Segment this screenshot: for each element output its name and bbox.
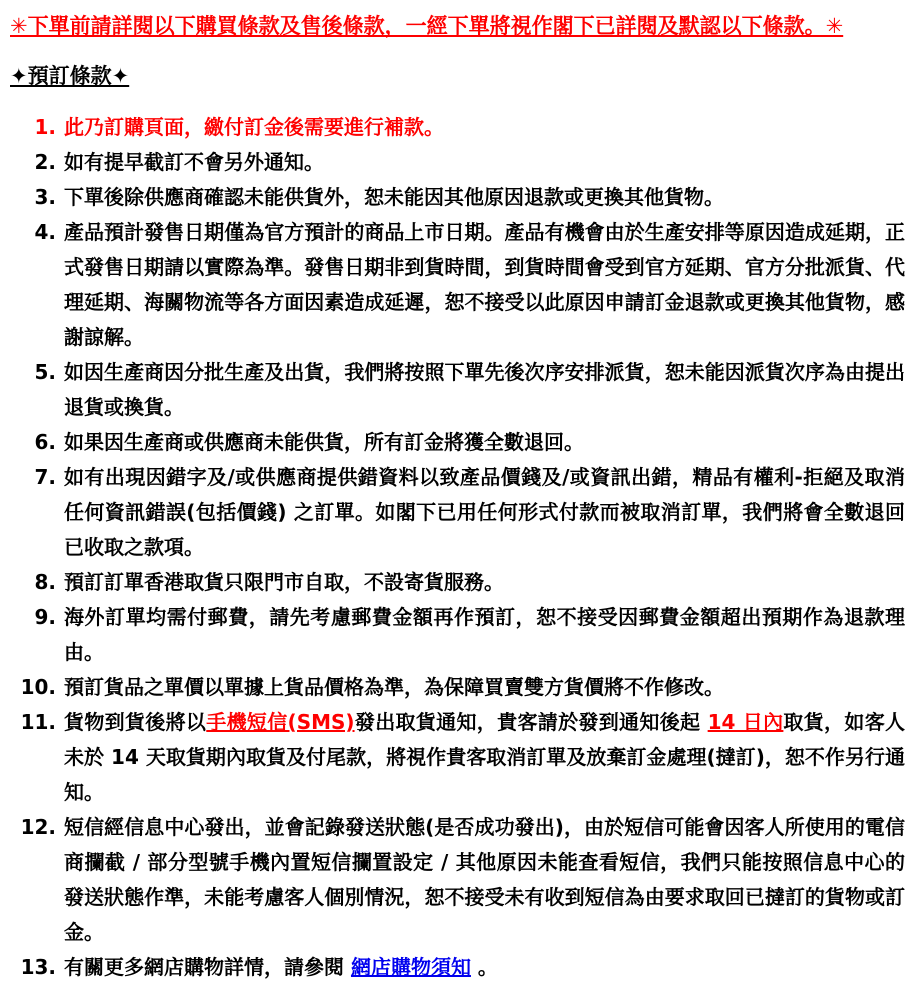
term-text-segment: 發出取貨通知，貴客請於發到通知後起 xyxy=(354,710,708,734)
term-text: 預訂貨品之單價以單據上貨品價格為準，為保障買賣雙方貨價將不作修改。 xyxy=(64,675,724,699)
term-text: 如有出現因錯字及/或供應商提供錯資料以致產品價錢及/或資訊出錯，精品有權利-拒絕及取消任何資訊錯誤(包括價錢) 之訂單。如閣下已用任何形式付款而被取消訂單，我們將會全數退回已收取之款項。 xyxy=(64,465,905,559)
section-title: ✦預訂條款✦ xyxy=(10,64,130,88)
pickup-deadline-highlight: 14 日內 xyxy=(707,710,784,734)
term-item-12 xyxy=(10,810,905,950)
term-text xyxy=(64,955,498,979)
term-text-segment: 取貨，如客人未於 14 天取貨期內取貨及付尾款，將視作貴客取消訂單及放棄訂金處理(撻訂)，恕不作另行通知。 xyxy=(64,710,906,804)
term-number: 11. xyxy=(20,710,56,734)
term-item-8 xyxy=(10,565,905,600)
term-item-9 xyxy=(10,600,905,670)
term-item-13 xyxy=(10,950,905,985)
term-number: 4. xyxy=(34,220,56,244)
term-number: 6. xyxy=(34,430,56,454)
term-text: 下單後除供應商確認未能供貨外，恕未能因其他原因退款或更換其他貨物。 xyxy=(64,185,724,209)
term-number: 8. xyxy=(34,570,56,594)
term-number: 3. xyxy=(34,185,56,209)
purchase-notice-banner: ✳下單前請詳閱以下購買條款及售後條款，一經下單將視作閣下已詳閱及默認以下條款。✳ xyxy=(10,14,844,38)
term-number: 2. xyxy=(34,150,56,174)
term-text: 海外訂單均需付郵費，請先考慮郵費金額再作預訂，恕不接受因郵費金額超出預期作為退款理由。 xyxy=(64,605,905,664)
term-item-11 xyxy=(10,705,905,810)
term-text: 如因生產商因分批生產及出貨，我們將按照下單先後次序安排派貨，恕未能因派貨次序為由提出退貨或換貨。 xyxy=(64,360,905,419)
term-item-7 xyxy=(10,460,905,565)
term-number: 13. xyxy=(20,955,56,979)
term-number: 10. xyxy=(20,675,56,699)
term-number: 9. xyxy=(34,605,56,629)
shopping-guide-link[interactable]: 網店購物須知 xyxy=(350,955,471,979)
term-text: 預訂訂單香港取貨只限門市自取，不設寄貨服務。 xyxy=(64,570,504,594)
term-number: 12. xyxy=(20,815,56,839)
term-number: 5. xyxy=(34,360,56,384)
term-item-1 xyxy=(10,110,905,145)
term-number: 7. xyxy=(34,465,56,489)
term-text: 此乃訂購頁面，繳付訂金後需要進行補款。 xyxy=(64,115,444,139)
term-item-10 xyxy=(10,670,905,705)
term-text: 如有提早截訂不會另外通知。 xyxy=(64,150,324,174)
term-text: 短信經信息中心發出，並會記錄發送狀態(是否成功發出)，由於短信可能會因客人所使用的電信商攔截 / 部分型號手機內置短信攔置設定 / 其他原因未能查看短信，我們只能按照信息中心的發送狀態作準，未能考慮客人個別情況，恕不接受未有收到短信為由要求取回已撻訂的貨物或訂金。 xyxy=(64,815,905,944)
term-item-2 xyxy=(10,145,905,180)
term-item-4 xyxy=(10,215,905,355)
terms-list xyxy=(10,110,905,985)
term-text-segment: 貨物到貨後將以 xyxy=(64,710,207,734)
term-text: 如果因生產商或供應商未能供貨，所有訂金將獲全數退回。 xyxy=(64,430,584,454)
sms-highlight: 手機短信(SMS) xyxy=(206,710,355,734)
term-text: 產品預計發售日期僅為官方預計的商品上市日期。產品有機會由於生產安排等原因造成延期，正式發售日期請以實際為準。發售日期非到貨時間，到貨時間會受到官方延期、官方分批派貨、代理延期、海關物流等各方面因素造成延遲，恕不接受以此原因申請訂金退款或更換其他貨物，感謝諒解。 xyxy=(64,220,905,349)
term-text xyxy=(64,710,905,804)
term-item-3 xyxy=(10,180,905,215)
term-item-5 xyxy=(10,355,905,425)
term-text-segment: 有關更多網店購物詳情，請參閱 xyxy=(64,955,351,979)
term-number: 1. xyxy=(34,115,56,139)
term-text-segment: 。 xyxy=(470,955,498,979)
term-item-6 xyxy=(10,425,905,460)
